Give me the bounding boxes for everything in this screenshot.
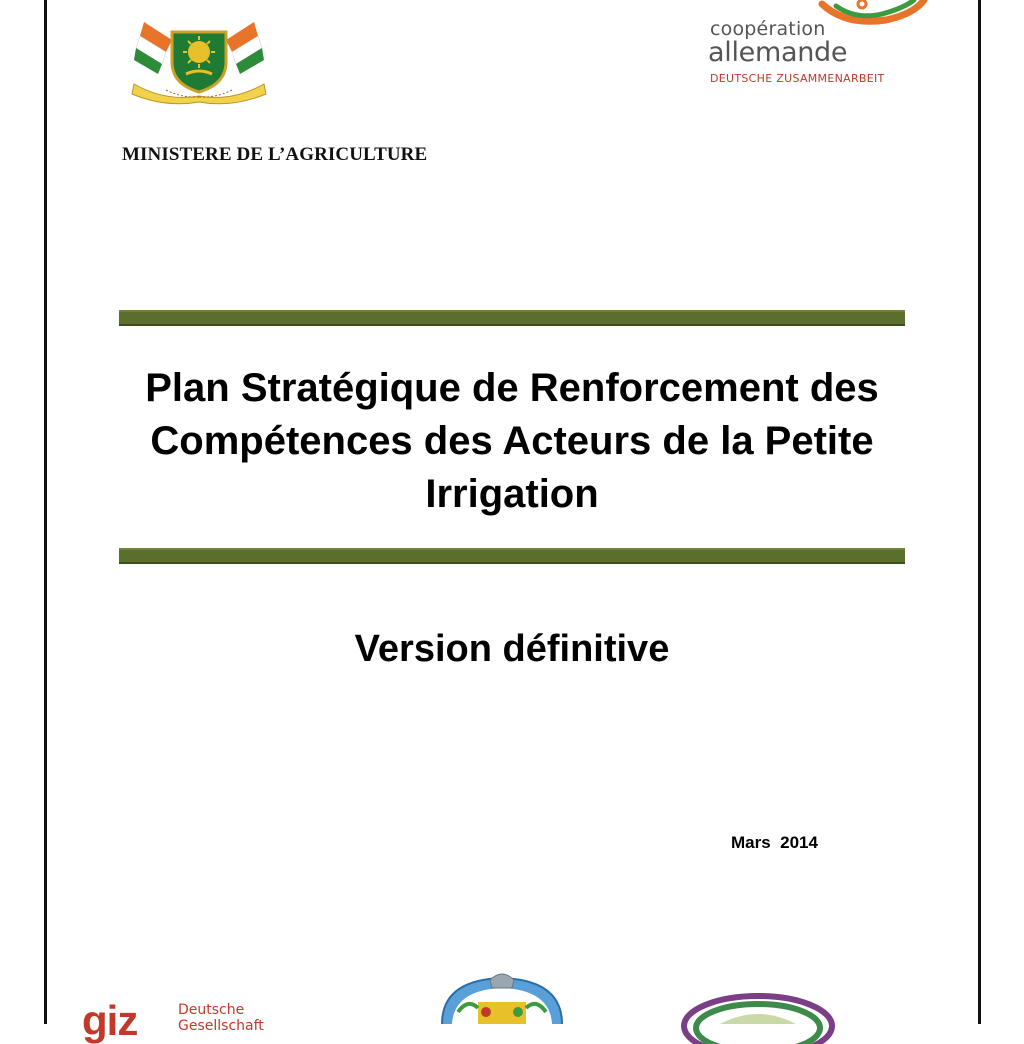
coop-logo-line3: DEUTSCHE ZUSAMMENARBEIT — [710, 72, 885, 85]
document-version: Version définitive — [354, 628, 670, 670]
giz-mark: giz — [82, 997, 138, 1044]
coop-logo-line2: allemande — [708, 37, 848, 68]
page-border-left — [44, 0, 47, 1024]
title-rule-bottom — [119, 548, 905, 564]
niger-coat-of-arms-logo — [126, 12, 272, 104]
giz-text: Deutsche Gesellschaft — [178, 1002, 264, 1034]
page-border-right — [978, 0, 981, 1024]
cooperation-allemande-logo — [706, 0, 926, 92]
title-rule-top — [119, 310, 905, 326]
ministry-heading: MINISTERE DE L’AGRICULTURE — [122, 144, 428, 165]
coop-logo-line1: coopération — [710, 18, 826, 40]
giz-logo — [80, 997, 320, 1044]
document-title: Plan Stratégique de Renforcement des Compétences des Acteurs de la Petite Irrigation — [145, 366, 879, 516]
document-date: Mars 2014 — [731, 833, 818, 852]
partner-oval-logo — [680, 992, 836, 1024]
partner-seal-logo — [438, 968, 566, 1024]
